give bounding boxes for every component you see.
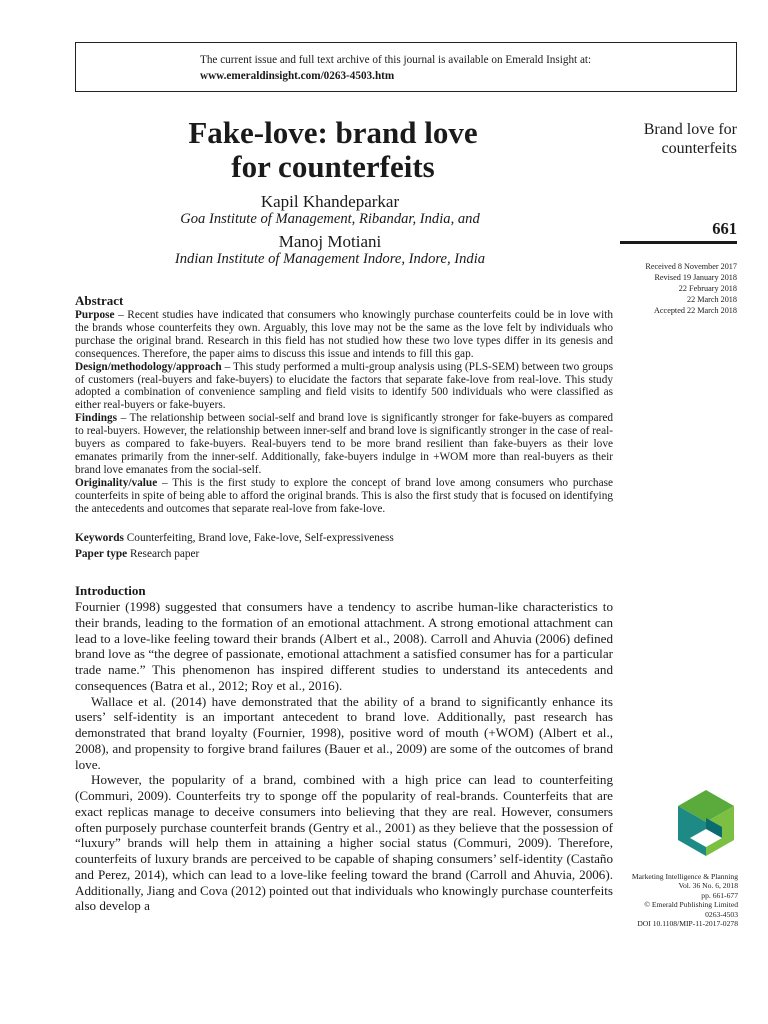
article-title (158, 116, 508, 184)
author-name: Kapil Khandeparkar (260, 192, 400, 211)
journal-pages: pp. 661-677 (701, 890, 738, 900)
abstract-design (75, 361, 613, 413)
keywords (75, 532, 394, 544)
journal-doi: DOI 10.1108/MIP-11-2017-0278 (637, 919, 738, 929)
abstract-findings (75, 412, 613, 477)
journal-availability-box (75, 42, 737, 92)
side-divider (620, 241, 737, 244)
page-number: 661 (712, 219, 737, 238)
abstract-purpose (75, 309, 613, 361)
abstract-text: – This study performed a multi-group analysis using (PLS-SEM) between two groups of customers (real-buyers and fake-buyers) to elucidate the factors that separate fake-love from real-love. This study adopted a combination of convenience sampling and field visits to identify 500 individuals who were classified as either real-buyers or fake-buyers. (75, 360, 613, 412)
keywords-text: Counterfeiting, Brand love, Fake-love, Self-expressiveness (123, 532, 394, 544)
paper-type-text: Research paper (127, 548, 200, 560)
paper-type-label: Paper type (75, 548, 128, 560)
intro-paragraph: Fournier (1998) suggested that consumers have a tendency to ascribe human-like characteristics to their brands, leading to the formation of an emotional attachment. A strong emotional attachment can lead to a love-like feeling toward their brands (Albert et al., 2008). Carroll and Ahuvia (2006) defined brand love as “the degree of passionate, emotional attachment a satisfied consumer has for a particular trade name.” This phenomenon has inspired different studies to understand its antecedents and consequences (Batra et al., 2012; Roy et al., 2016). (75, 599, 613, 693)
introduction-body (75, 599, 613, 914)
journal-name: Marketing Intelligence & Planning (631, 872, 738, 881)
author-affiliation: Goa Institute of Management, Ribandar, India, and (180, 211, 480, 227)
availability-note: The current issue and full text archive of this journal is available on Emerald Insight at: (200, 54, 592, 66)
abstract-text: – This is the first study to explore the concept of brand love among consumers who purchase counterfeits in spite of being able to afford the original brands. This is also the first study that is focused on identifying the antecedents and outcomes that separate real-love from fake-love. (75, 476, 613, 515)
intro-paragraph: Wallace et al. (2014) have demonstrated that the ability of a brand to significantly enhance its users’ self-identity is an important antecedent to brand love. Additionally, past research has demonstrated that brand loyalty (Fournier, 1998), positive word of mouth (+WOM) (Albert et al., 2008), and propensity to forgive brand failures (Bauer et al., 2009) are some of the outcomes of brand love. (75, 693, 613, 772)
keywords-label: Keywords (75, 532, 124, 544)
author-affiliation: Indian Institute of Management Indore, Indore, India (174, 251, 486, 267)
abstract-heading: Abstract (75, 293, 124, 308)
intro-paragraph: However, the popularity of a brand, combined with a high price can lead to counterfeiting (Commuri, 2009). Counterfeits try to sponge off the popularity of real-brands. Counterfeits that are exact replicas manage to deceive consumers into believing that they are real. However, consumers often purposely purchase counterfeit brands (Gentry et al., 2001) as they believe that the possession of “luxury” brands will help them in attaining a higher social status (Commuri, 2009). Therefore, counterfeits of luxury brands are perceived to be capable of shaping consumers’ self-identity (Castaño and Perez, 2014), which can lead to a love-like feeling toward the brand (Carroll and Ahuvia, 2006). Additionally, Jiang and Cova (2012) pointed out that individuals who knowingly purchase counterfeits also develop a (75, 772, 613, 914)
introduction-heading: Introduction (75, 583, 146, 598)
running-title-line-2: counterfeits (661, 140, 737, 157)
abstract-label: Findings (75, 412, 118, 425)
abstract-label: Design/methodology/approach (75, 360, 222, 373)
abstract-text: – Recent studies have indicated that consumers who knowingly purchase counterfeits could be in love with the brands whose counterfeits they own. Arguably, this love may not be the same as the love felt by individuals who purchase the original brand. Research in this field has not studied how these two love types differ in its genesis and consequences. Therefore, the paper aims to discuss this issue and intends to fill this gap. (75, 309, 613, 360)
title-line-2: for counterfeits (231, 149, 435, 184)
date-accepted: Accepted 22 March 2018 (654, 306, 737, 315)
abstract-body (75, 309, 613, 516)
date-received: Received 8 November 2017 (645, 262, 737, 271)
journal-url-link[interactable]: www.emeraldinsight.com/0263-4503.htm (200, 70, 395, 82)
date-revised: 22 February 2018 (678, 284, 737, 293)
date-revised: Revised 19 January 2018 (654, 273, 737, 282)
journal-volume: Vol. 36 No. 6, 2018 (678, 881, 738, 891)
journal-issn: 0263-4503 (705, 909, 738, 919)
abstract-label: Purpose (75, 309, 115, 321)
running-title (600, 120, 737, 158)
title-line-1: Fake-love: brand love (188, 115, 478, 150)
journal-copyright: © Emerald Publishing Limited (644, 900, 738, 910)
abstract-originality (75, 477, 613, 516)
author-name: Manoj Motiani (278, 232, 382, 251)
submission-dates (590, 261, 737, 316)
paper-type (75, 548, 199, 560)
emerald-publishing-logo-icon (674, 788, 738, 858)
abstract-text: – The relationship between social-self and brand love is significantly stronger for fake-buyers as compared to real-buyers. However, the relationship between inner-self and brand love is significantly stronger in the case of real-buyers as compared to fake-buyers. Real-buyers tend to be more brand resilient than fake-buyers as their love emanates primarily from the inner-self. Additionally, fake-buyers indulge in +WOM more than real-buyers as their brand love emanates from the social-self. (75, 412, 613, 476)
journal-citation (590, 872, 738, 928)
date-revised: 22 March 2018 (686, 295, 737, 304)
abstract-label: Originality/value (75, 476, 158, 489)
running-title-line-1: Brand love for (643, 121, 737, 138)
